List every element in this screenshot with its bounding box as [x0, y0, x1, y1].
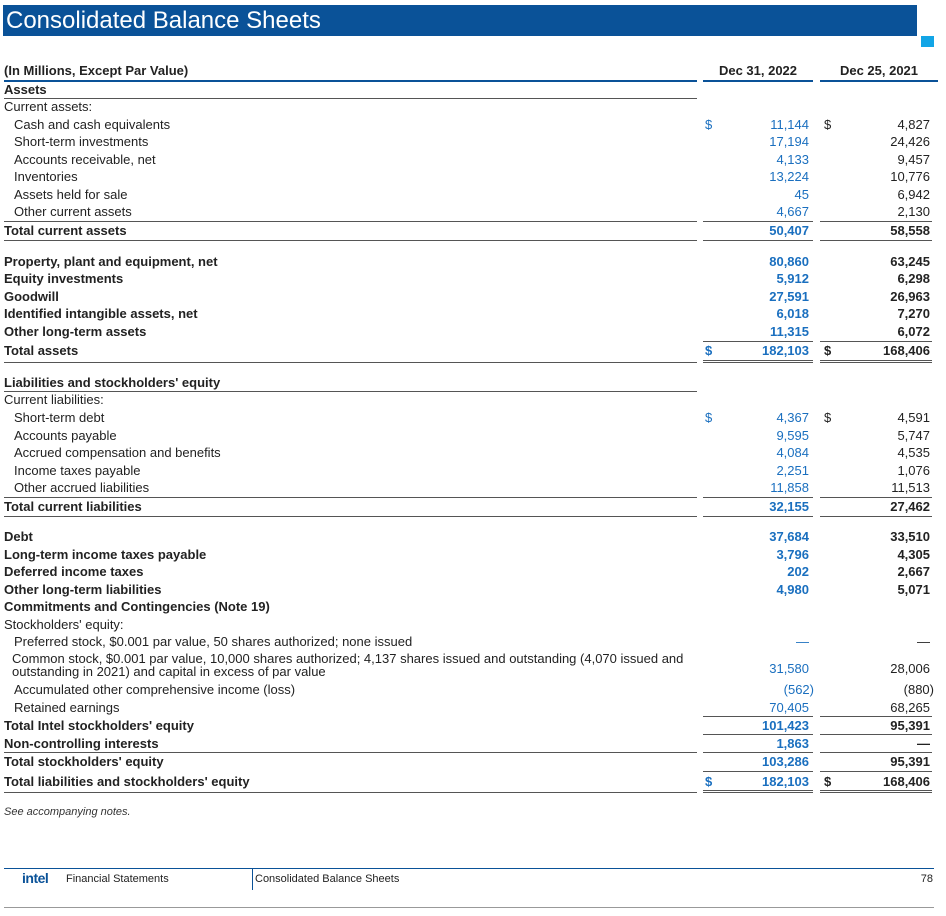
row-label: Total liabilities and stockholders' equity — [4, 774, 250, 789]
subtotal-rule — [703, 516, 813, 517]
row-label: Total assets — [4, 343, 79, 358]
row-label: Short-term debt — [14, 410, 105, 425]
subtotal-rule — [703, 240, 813, 241]
table-row — [0, 98, 946, 116]
value-2021: 1,076 — [897, 463, 930, 478]
value-2022: 6,018 — [776, 306, 809, 321]
total-double-rule — [703, 790, 813, 793]
value-2022: 50,407 — [769, 223, 809, 238]
value-2021: 2,130 — [897, 204, 930, 219]
value-2021: 4,591 — [897, 410, 930, 425]
row-label: Total current liabilities — [4, 499, 142, 514]
table-row — [0, 133, 946, 151]
value-2022: 4,367 — [776, 410, 809, 425]
value-2022: 37,684 — [769, 529, 809, 544]
row-label: Accounts payable — [14, 428, 117, 443]
dollar-sign-2022: $ — [705, 343, 713, 358]
row-label: Accrued compensation and benefits — [14, 445, 221, 460]
table-row — [0, 342, 946, 360]
subtotal-rule — [820, 516, 932, 517]
table-row — [0, 253, 946, 271]
value-2022: 101,423 — [762, 718, 809, 733]
table-row — [0, 323, 946, 341]
value-2022: 11,315 — [769, 324, 809, 339]
table-row — [0, 288, 946, 306]
table-row — [0, 186, 946, 204]
value-2021: 33,510 — [890, 529, 930, 544]
dollar-sign-2022: $ — [705, 410, 713, 425]
table-row — [0, 462, 946, 480]
footer-bottom-rule — [4, 907, 934, 908]
column-header-2022: Dec 31, 2022 — [718, 63, 798, 78]
title-bar — [3, 5, 917, 36]
value-2021: 4,535 — [897, 445, 930, 460]
intel-logo: intel — [22, 870, 49, 886]
row-label: Accounts receivable, net — [14, 152, 156, 167]
value-2022: 31,580 — [769, 661, 809, 676]
value-2022: 5,912 — [776, 271, 809, 286]
table-row — [0, 374, 946, 392]
table-row — [0, 168, 946, 186]
value-2021: — — [917, 634, 930, 649]
value-2022: — — [796, 634, 809, 649]
value-2022: 27,591 — [769, 289, 809, 304]
dollar-sign-2021: $ — [824, 774, 832, 789]
value-2022: 182,103 — [762, 774, 809, 789]
row-label: Goodwill — [4, 289, 59, 304]
footer-separator — [252, 868, 253, 890]
value-2021: 6,298 — [897, 271, 930, 286]
table-row — [0, 563, 946, 581]
row-rule — [4, 362, 697, 363]
row-label: Short-term investments — [14, 134, 149, 149]
dollar-sign-2021: $ — [824, 410, 832, 425]
table-row — [0, 528, 946, 546]
row-label: Current liabilities: — [4, 392, 104, 407]
table-row — [0, 498, 946, 516]
value-2021: 4,305 — [897, 547, 930, 562]
footer-section-name: Financial Statements — [66, 873, 169, 885]
row-label: Deferred income taxes — [4, 564, 144, 579]
total-double-rule — [703, 360, 813, 363]
row-label: Other long-term assets — [4, 324, 147, 339]
table-row — [0, 222, 946, 240]
subtotal-rule — [820, 240, 932, 241]
dollar-sign-2022: $ — [705, 774, 713, 789]
row-label: Total stockholders' equity — [4, 754, 164, 769]
table-row — [0, 598, 946, 616]
table-row — [0, 546, 946, 564]
page-number: 78 — [920, 873, 933, 885]
value-2021: 9,457 — [897, 152, 930, 167]
value-2022: 11,858 — [770, 480, 809, 495]
value-2022: 4,667 — [776, 204, 809, 219]
row-label: Liabilities and stockholders' equity — [4, 375, 221, 390]
table-row — [0, 479, 946, 497]
table-row — [0, 699, 946, 717]
row-label: Accumulated other comprehensive income (loss) — [14, 682, 296, 697]
row-label: Common stock, $0.001 par value, 10,000 shares authorized; 4,137 shares issued and outstanding (4,070 issued and outstanding in 2021) and capital in excess of par value — [12, 651, 684, 679]
row-label: Preferred stock, $0.001 par value, 50 shares authorized; none issued — [14, 634, 413, 649]
total-double-rule — [820, 790, 932, 793]
value-2021: — — [917, 736, 930, 751]
table-row — [0, 444, 946, 462]
row-label: Assets — [4, 82, 47, 97]
footer-rule — [4, 868, 934, 869]
value-2021: 6,072 — [897, 324, 930, 339]
value-2021: 10,776 — [890, 169, 930, 184]
value-2021: 168,406 — [883, 774, 930, 789]
value-2022: 9,595 — [776, 428, 809, 443]
row-rule — [4, 792, 697, 793]
row-label: Other accrued liabilities — [14, 480, 150, 495]
table-row — [0, 616, 946, 634]
value-2022: 70,405 — [769, 700, 809, 715]
value-2021: 28,006 — [890, 661, 930, 676]
value-2021: 7,270 — [897, 306, 930, 321]
unit-label: (In Millions, Except Par Value) — [4, 63, 189, 78]
table-row — [0, 773, 946, 791]
value-2021: 168,406 — [883, 343, 930, 358]
table-row — [0, 409, 946, 427]
table-row — [0, 581, 946, 599]
table-row — [0, 681, 946, 699]
row-label: Retained earnings — [14, 700, 120, 715]
footer-page-title: Consolidated Balance Sheets — [255, 873, 400, 885]
value-2022: 13,224 — [769, 169, 809, 184]
row-label: Current assets: — [4, 99, 93, 114]
total-double-rule — [820, 360, 932, 363]
value-2022: 80,860 — [769, 254, 809, 269]
value-2022: 4,980 — [776, 582, 809, 597]
value-2022: 32,155 — [769, 499, 809, 514]
row-label: Property, plant and equipment, net — [4, 254, 218, 269]
column-header-2021: Dec 25, 2021 — [839, 63, 919, 78]
value-2021: 95,391 — [890, 718, 930, 733]
dollar-sign-2021: $ — [824, 343, 832, 358]
value-2022: (562) — [783, 682, 814, 697]
table-row — [0, 633, 946, 651]
subtotal-rule — [703, 771, 813, 772]
row-rule — [4, 240, 697, 241]
value-2022: 4,084 — [776, 445, 809, 460]
subtotal-rule — [820, 771, 932, 772]
value-2022: 1,863 — [776, 736, 809, 751]
table-row — [0, 203, 946, 221]
table-row — [0, 391, 946, 409]
value-2021: 11,513 — [891, 480, 930, 495]
table-row — [0, 753, 946, 771]
row-label: Commitments and Contingencies (Note 19) — [4, 599, 270, 614]
value-2021: 6,942 — [897, 187, 930, 202]
value-2021: 4,827 — [897, 117, 930, 132]
page-title: Consolidated Balance Sheets — [6, 7, 321, 34]
row-label: Income taxes payable — [14, 463, 141, 478]
value-2022: 103,286 — [762, 754, 809, 769]
value-2022: 2,251 — [776, 463, 809, 478]
value-2022: 11,144 — [770, 117, 809, 132]
dollar-sign-2021: $ — [824, 117, 832, 132]
row-label: Other current assets — [14, 204, 132, 219]
value-2021: 26,963 — [890, 289, 930, 304]
value-2021: 63,245 — [890, 254, 930, 269]
row-label: Stockholders' equity: — [4, 617, 124, 632]
value-2021: 2,667 — [897, 564, 930, 579]
dollar-sign-2022: $ — [705, 117, 713, 132]
value-2022: 4,133 — [776, 152, 809, 167]
row-label: Cash and cash equivalents — [14, 117, 171, 132]
row-label: Inventories — [14, 169, 78, 184]
table-row — [0, 717, 946, 735]
row-label: Debt — [4, 529, 33, 544]
footnote: See accompanying notes. — [4, 806, 131, 818]
table-row — [0, 151, 946, 169]
table-row — [0, 270, 946, 288]
row-label: Identified intangible assets, net — [4, 306, 198, 321]
table-row — [0, 305, 946, 323]
table-row — [0, 735, 946, 753]
value-2021: 5,747 — [897, 428, 930, 443]
row-label: Other long-term liabilities — [4, 582, 162, 597]
row-label: Total Intel stockholders' equity — [4, 718, 194, 733]
value-2021: (880) — [903, 682, 934, 697]
value-2021: 5,071 — [897, 582, 930, 597]
table-row — [0, 116, 946, 134]
table-row — [0, 81, 946, 99]
value-2021: 95,391 — [890, 754, 930, 769]
value-2022: 3,796 — [776, 547, 809, 562]
value-2022: 17,194 — [769, 134, 809, 149]
table-row — [0, 652, 946, 680]
table-header — [0, 62, 946, 80]
table-row — [0, 427, 946, 445]
value-2021: 58,558 — [890, 223, 930, 238]
value-2021: 68,265 — [890, 700, 930, 715]
value-2021: 27,462 — [890, 499, 930, 514]
row-label: Equity investments — [4, 271, 124, 286]
value-2022: 182,103 — [762, 343, 809, 358]
row-label: Assets held for sale — [14, 187, 128, 202]
title-accent-block — [921, 36, 934, 47]
row-label: Long-term income taxes payable — [4, 547, 207, 562]
row-label: Total current assets — [4, 223, 127, 238]
value-2022: 202 — [787, 564, 809, 579]
value-2021: 24,426 — [890, 134, 930, 149]
row-rule — [4, 516, 697, 517]
value-2022: 45 — [794, 187, 809, 202]
row-label: Non-controlling interests — [4, 736, 159, 751]
